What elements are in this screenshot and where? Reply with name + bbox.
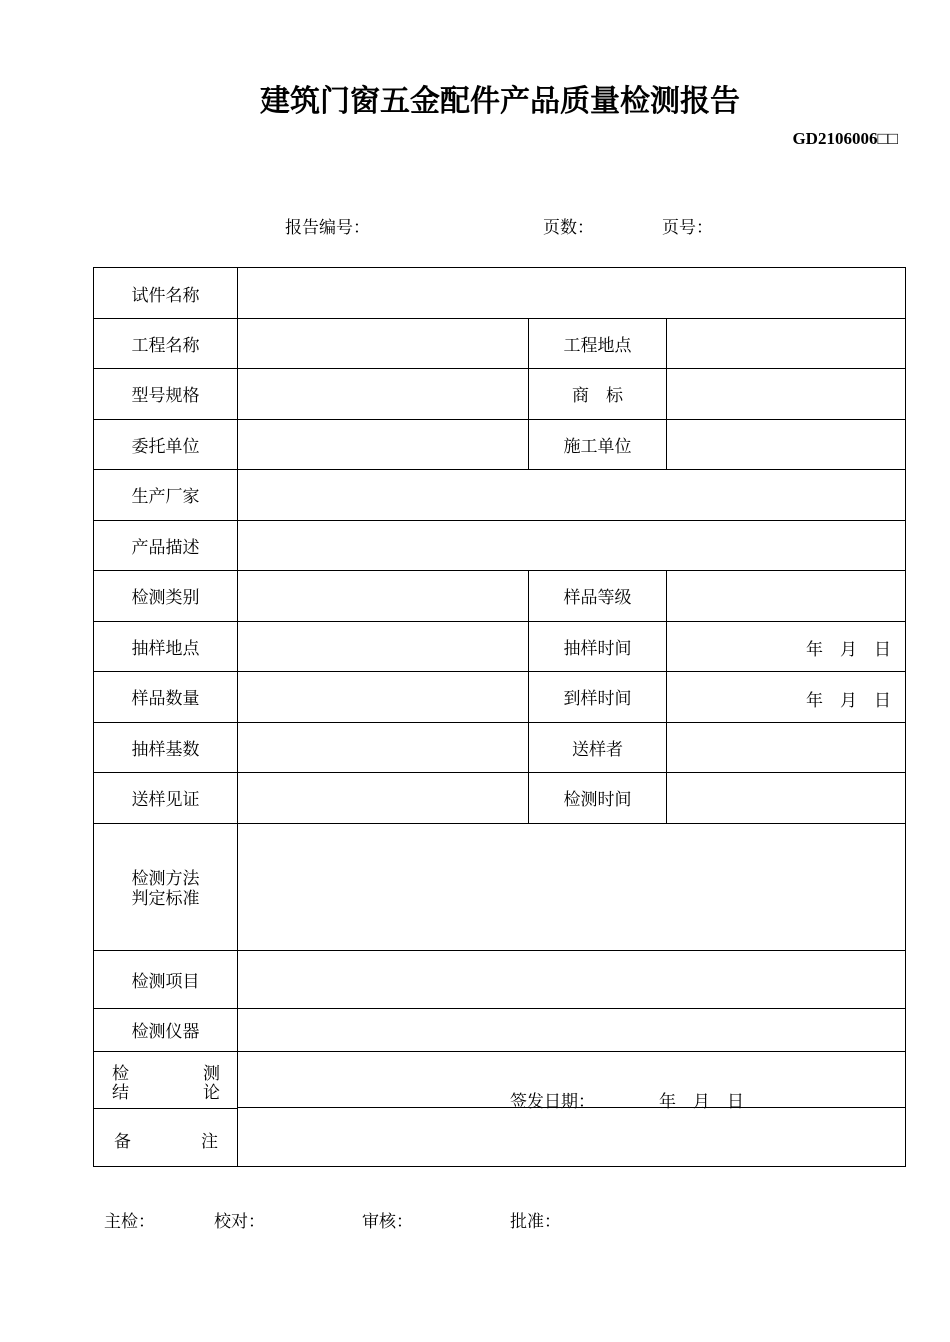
label-char: 论 bbox=[203, 1083, 220, 1103]
label-test-category: 检测类别 bbox=[131, 588, 200, 608]
label-description: 产品描述 bbox=[131, 537, 200, 558]
label-model-spec: 型号规格 bbox=[131, 386, 200, 406]
column-divider bbox=[666, 318, 667, 469]
label-trademark: 商 标 bbox=[572, 386, 623, 406]
issue-date-label: 签发日期： bbox=[510, 1092, 595, 1112]
label-test-items: 检测项目 bbox=[131, 972, 200, 992]
issue-date-placeholder: 年 月 日 bbox=[659, 1092, 744, 1112]
label-char: 注 bbox=[201, 1132, 218, 1152]
label-char: 结 bbox=[112, 1083, 129, 1103]
label-sender: 送样者 bbox=[572, 739, 623, 760]
row-divider bbox=[93, 1051, 906, 1052]
label-instruments: 检测仪器 bbox=[131, 1022, 200, 1042]
label-sample-name: 试件名称 bbox=[131, 285, 200, 306]
arrival-date-placeholder: 年 月 日 bbox=[806, 691, 891, 711]
label-char: 备 bbox=[114, 1132, 131, 1152]
label-arrival-time: 到样时间 bbox=[563, 689, 632, 709]
label-witness: 送样见证 bbox=[131, 790, 200, 810]
proofreader-label: 校对： bbox=[214, 1212, 265, 1232]
page-number-label: 页号： bbox=[662, 218, 713, 238]
label-judgment-standard: 判定标准 bbox=[131, 888, 200, 909]
label-test-method: 检测方法 bbox=[131, 868, 200, 889]
row-divider bbox=[93, 823, 906, 824]
label-char: 测 bbox=[203, 1064, 220, 1084]
approver-label: 批准： bbox=[510, 1212, 561, 1232]
label-sample-quantity: 样品数量 bbox=[131, 689, 200, 709]
label-remark bbox=[114, 1127, 218, 1152]
label-sample-grade: 样品等级 bbox=[563, 588, 632, 608]
sampling-date-placeholder: 年 月 日 bbox=[806, 640, 891, 660]
label-sampling-base: 抽样基数 bbox=[131, 739, 200, 760]
label-sampling-time: 抽样时间 bbox=[563, 638, 632, 659]
label-project-name: 工程名称 bbox=[131, 335, 200, 356]
page-count-label: 页数： bbox=[543, 218, 594, 238]
column-divider bbox=[666, 570, 667, 823]
report-number-label: 报告编号： bbox=[285, 218, 370, 238]
label-project-site: 工程地点 bbox=[563, 335, 632, 356]
label-client: 委托单位 bbox=[131, 436, 200, 457]
label-conclusion-line2 bbox=[112, 1078, 220, 1103]
form-code: GD2106006□□ bbox=[792, 129, 898, 148]
row-divider bbox=[93, 1108, 238, 1109]
reviewer-label: 审核： bbox=[362, 1212, 413, 1232]
label-manufacturer: 生产厂家 bbox=[131, 487, 200, 507]
label-test-time: 检测时间 bbox=[563, 790, 632, 810]
chief-inspector-label: 主检： bbox=[104, 1212, 155, 1232]
label-sampling-site: 抽样地点 bbox=[131, 638, 200, 659]
label-constructor: 施工单位 bbox=[563, 436, 632, 457]
report-title: 建筑门窗五金配件产品质量检测报告 bbox=[260, 84, 740, 119]
label-char: 检 bbox=[112, 1064, 129, 1084]
